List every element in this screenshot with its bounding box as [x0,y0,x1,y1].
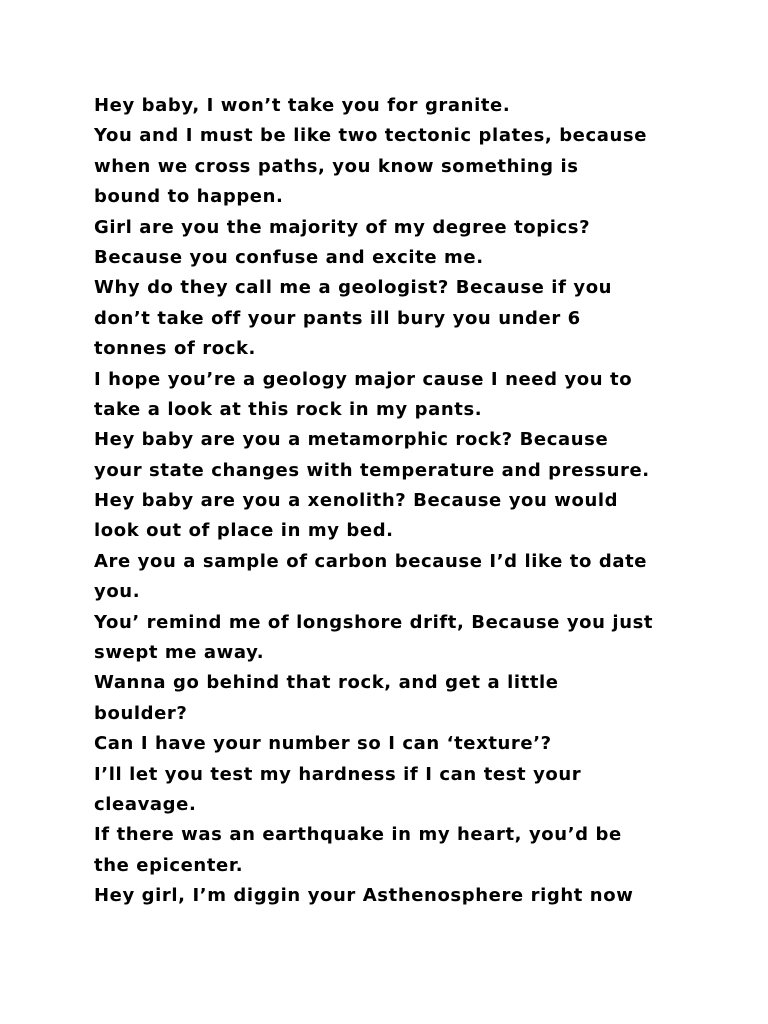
text-line: Hey baby, I won’t take you for granite. [94,95,511,116]
text-line: I hope you’re a geology major cause I need you to [94,368,633,390]
text-line: take a look at this rock in my pants. [94,398,483,420]
text-line: Are you a sample of carbon because I’d like to date [94,550,648,572]
text-line: Wanna go behind that rock, and get a little [94,672,559,694]
text-line: don’t take off your pants ill bury you under 6 [94,307,581,329]
text-line: Can I have your number so I can ‘texture’? [94,733,552,755]
text-line: If there was an earthquake in my heart, you’d be [94,824,622,846]
text-line: your state changes with temperature and pressure. [94,459,650,481]
text-line: Hey girl, I’m diggin your Asthenosphere right now [94,885,634,907]
text-line: swept me away. [94,642,265,664]
text-line: Hey baby are you a metamorphic rock? Because [94,429,609,451]
document-body [94,91,754,912]
text-line: when we cross paths, you know something is [94,155,579,177]
text-line: Because you confuse and excite me. [94,246,484,268]
text-line: Girl are you the majority of my degree topics? [94,216,591,238]
text-line: Why do they call me a geologist? Because if you [94,277,613,299]
text-line: You’ remind me of longshore drift, Because you just [94,611,654,633]
text-line: Hey baby are you a xenolith? Because you would [94,490,619,512]
text-line: boulder? [94,702,188,724]
text-line: bound to happen. [94,186,284,208]
text-line: look out of place in my bed. [94,520,394,542]
text-line: You and I must be like two tectonic plates, because [94,125,648,147]
text-line: you. [94,581,141,603]
text-line: the epicenter. [94,854,244,876]
text-line: cleavage. [94,793,197,815]
text-line: I’ll let you test my hardness if I can test your [94,763,582,785]
text-line: tonnes of rock. [94,338,256,360]
